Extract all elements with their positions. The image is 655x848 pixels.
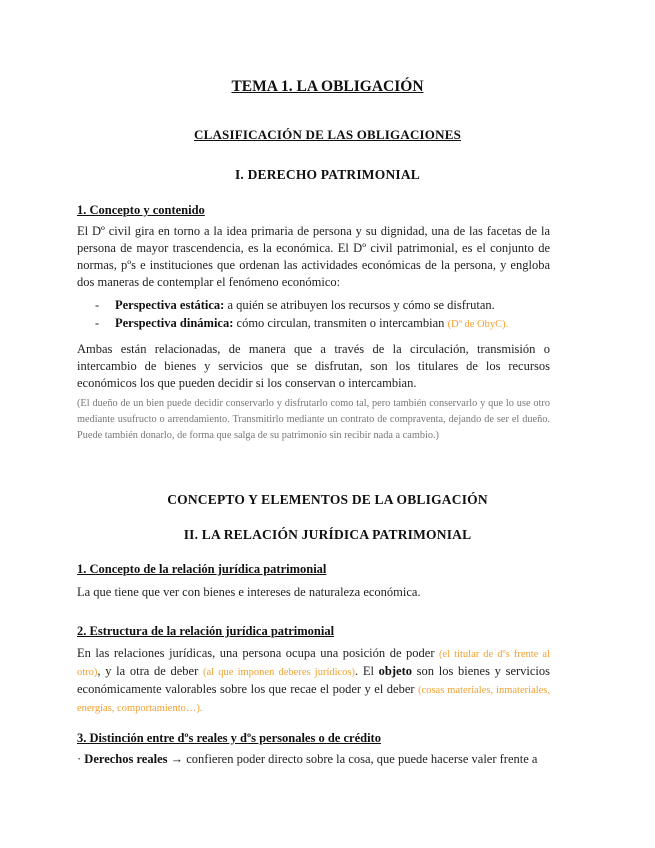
section-heading-clasificacion: CLASIFICACIÓN DE LAS OBLIGACIONES [193, 127, 462, 142]
paragraph-ambas: Ambas están relacionadas, de manera que a través de la circulación, transmisión o intercambio de bienes y servicios que se disfrutan, son los titulares de los recursos económicos los que pueden decidir si los conservan o intercambian. [77, 342, 550, 390]
estructura-text-a: En las relaciones jurídicas, una persona ocupa una posición de poder [77, 646, 440, 660]
perspectives-list [77, 296, 550, 334]
estructura-note-cosas: (cosas materiales, inmateriales, energías, comportamiento…). [77, 685, 550, 714]
list-item [77, 314, 550, 334]
paragraph-dcivil: El Dº civil gira en torno a la idea primaria de persona y su dignidad, una de las facetas de la persona de mayor trascendencia, es la económica. El Dº civil patrimonial, es el conjunto de normas, pºs e instituciones que ordenan las actividades económicas de la persona, y engloba dos maneras de contemplar el fenómeno económico: [77, 224, 550, 289]
bullet-dash: - [95, 298, 100, 312]
perspective-dynamic-note: (Dº de ObyC). [447, 319, 509, 330]
estructura-text-c: . El [355, 664, 379, 678]
subtitle-concepto-relacion: 1. Concepto de la relación jurídica patrimonial [77, 562, 327, 576]
subsection-heading-derecho-patrimonial: I. DERECHO PATRIMONIAL [234, 167, 421, 182]
subsection-heading-relacion-juridica: II. LA RELACIÓN JURÍDICA PATRIMONIAL [183, 527, 472, 542]
perspective-dynamic-label: Perspectiva dinámica: [115, 316, 234, 330]
estructura-note-poder: (el titular de dºs frente al otro) [77, 649, 550, 678]
paragraph-estructura [77, 645, 550, 717]
perspective-dynamic-text: cómo circulan, transmiten o intercambian [233, 316, 448, 330]
estructura-note-deber: (al que imponen deberes jurídicos) [202, 667, 356, 678]
document-title: TEMA 1. LA OBLIGACIÓN [231, 78, 424, 95]
bullet-dot: · [77, 752, 85, 766]
subtitle-concepto-contenido: 1. Concepto y contenido [77, 203, 205, 217]
subtitle-estructura-relacion: 2. Estructura de la relación jurídica patrimonial [77, 624, 335, 638]
estructura-text-d: son los bienes y servicios económicamente valorables sobre los que recae el poder y el deber [77, 664, 551, 696]
paragraph-concepto-relacion: La que tiene que ver con bienes e intereses de naturaleza económica. [77, 585, 421, 599]
section-heading-concepto-elementos: CONCEPTO Y ELEMENTOS DE LA OBLIGACIÓN [167, 492, 488, 507]
derechos-reales-label: Derechos reales [84, 752, 168, 766]
derechos-reales-text: → confieren poder directo sobre la cosa, que puede hacerse valer frente a [167, 752, 538, 766]
bullet-dash: - [95, 316, 100, 330]
paragraph-derechos-reales [77, 751, 550, 768]
subtitle-distincion: 3. Distinción entre dºs reales y dºs personales o de crédito [77, 731, 381, 745]
perspective-static-text: a quién se atribuyen los recursos y cómo se disfrutan. [224, 298, 495, 312]
estructura-objeto: objeto [378, 664, 412, 678]
example-note: (El dueño de un bien puede decidir conservarlo y disfrutarlo como tal, pero también conservarlo y que lo use otro mediante usufructo o arrendamiento. Transmitirlo mediante un contrato de compraventa, dejando de ser el dueño. Puede también donarlo, de forma que salga de su patrimonio sin recibir nada a cambio.) [77, 398, 550, 441]
perspective-static-label: Perspectiva estática: [115, 298, 225, 312]
estructura-text-b: , y la otra de deber [97, 664, 203, 678]
list-item [77, 296, 550, 314]
